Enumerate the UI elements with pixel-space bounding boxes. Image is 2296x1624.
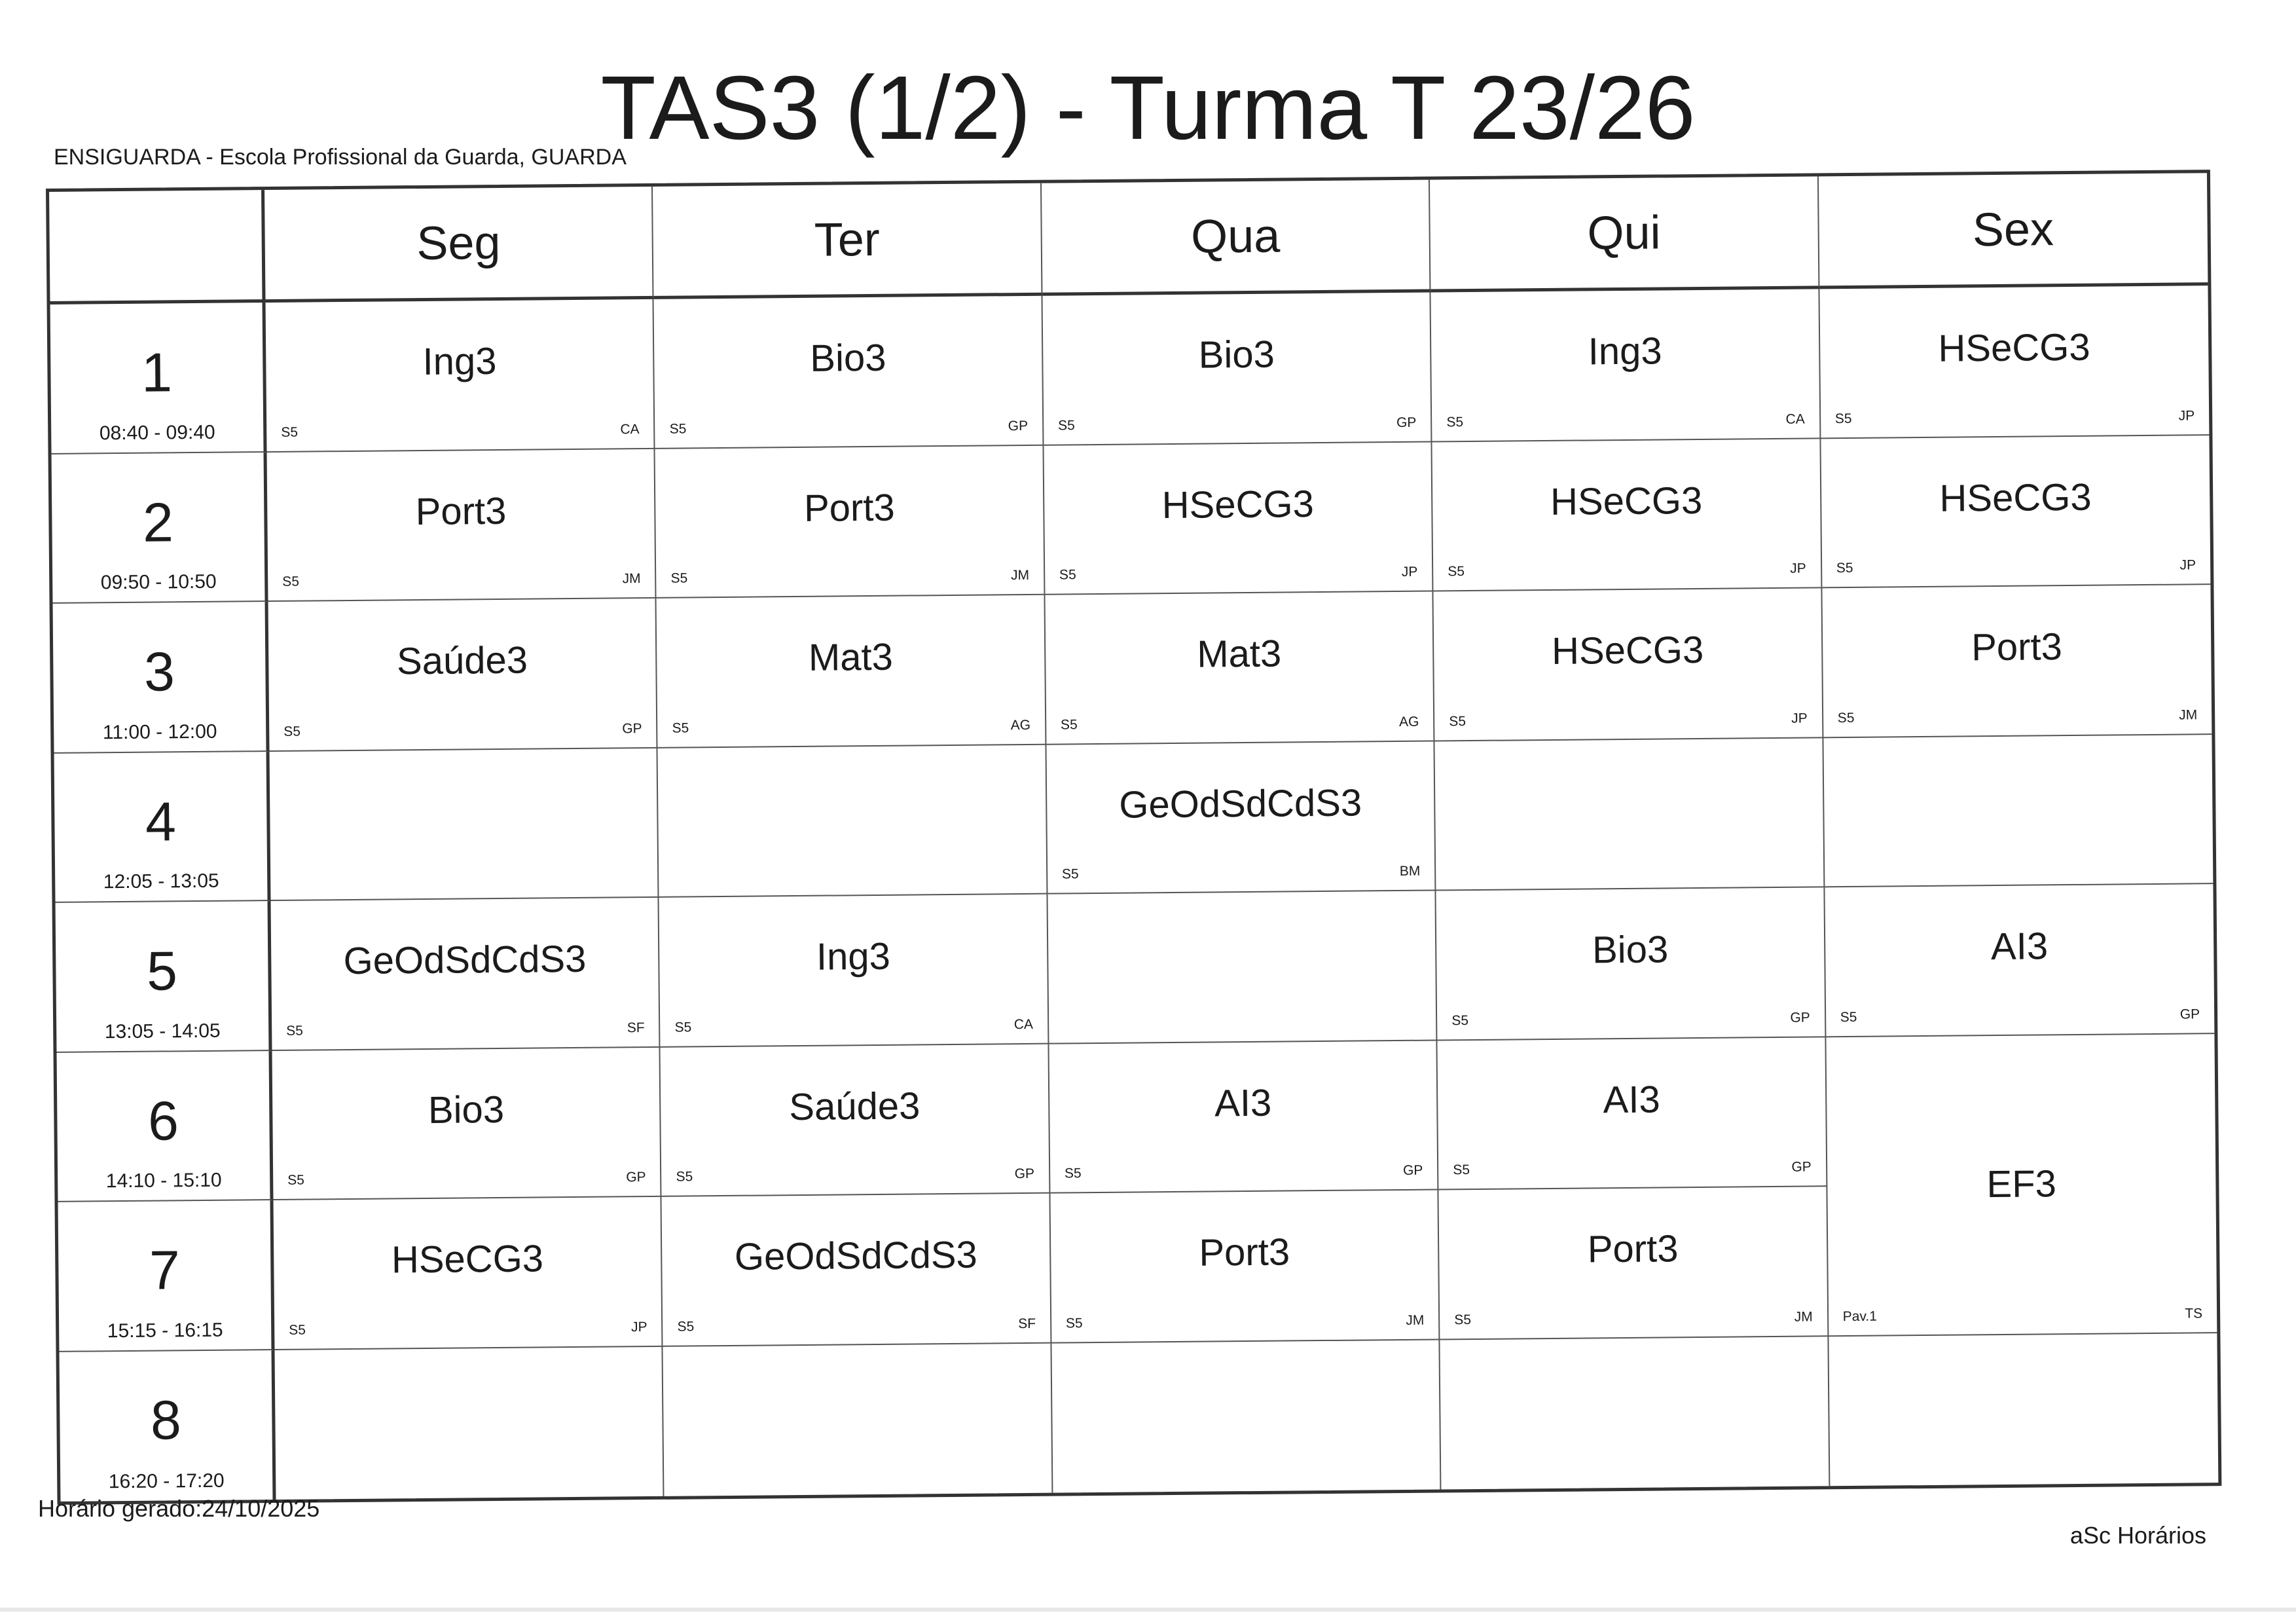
empty-cell bbox=[274, 1346, 664, 1500]
room-label: Pav.1 bbox=[1842, 1308, 1877, 1324]
lesson-cell bbox=[655, 445, 1045, 599]
room-label: S5 bbox=[1061, 866, 1079, 882]
room-label: S5 bbox=[677, 1318, 695, 1335]
period-number: 2 bbox=[142, 490, 174, 553]
teacher-label: JM bbox=[2179, 707, 2198, 723]
period-cell bbox=[53, 602, 270, 753]
school-name: ENSIGUARDA - Escola Profissional da Guarda, GUARDA bbox=[54, 145, 627, 170]
period-time: 13:05 - 14:05 bbox=[104, 1020, 221, 1043]
lesson-cell bbox=[1431, 289, 1821, 442]
period-time: 08:40 - 09:40 bbox=[99, 421, 215, 444]
period-time: 09:50 - 10:50 bbox=[100, 570, 217, 594]
period-time: 16:20 - 17:20 bbox=[108, 1469, 225, 1493]
lesson-cell bbox=[1825, 884, 2214, 1037]
teacher-label: CA bbox=[620, 421, 640, 437]
teacher-label: GP bbox=[1396, 415, 1417, 430]
teacher-label: GP bbox=[1791, 1159, 1812, 1175]
subject-label: Saúde3 bbox=[789, 1084, 920, 1128]
subject-label: Saúde3 bbox=[396, 638, 528, 683]
teacher-label: JP bbox=[1791, 710, 1808, 726]
period-time: 12:05 - 13:05 bbox=[103, 870, 219, 893]
day-header: Sex bbox=[1819, 173, 2208, 289]
room-label: S5 bbox=[1453, 1162, 1470, 1178]
period-number: 8 bbox=[150, 1388, 182, 1451]
teacher-label: GP bbox=[626, 1170, 646, 1185]
teacher-label: GP bbox=[2179, 1006, 2200, 1022]
teacher-label: TS bbox=[2185, 1305, 2203, 1321]
subject-label: Port3 bbox=[415, 489, 507, 533]
subject-label: Mat3 bbox=[1197, 632, 1282, 676]
teacher-label: GP bbox=[1014, 1166, 1035, 1182]
day-header: Seg bbox=[264, 187, 654, 303]
teacher-label: JP bbox=[1401, 564, 1418, 580]
corner-cell bbox=[49, 190, 265, 304]
subject-label: HSeCG3 bbox=[1939, 475, 2092, 520]
lesson-cell bbox=[272, 1047, 662, 1200]
lesson-cell bbox=[1046, 741, 1436, 895]
period-cell bbox=[58, 1200, 275, 1352]
period-cell bbox=[56, 901, 272, 1052]
teacher-label: CA bbox=[1785, 411, 1805, 427]
subject-label: AI3 bbox=[1603, 1078, 1660, 1121]
room-label: S5 bbox=[1454, 1312, 1472, 1327]
lesson-cell bbox=[1826, 1034, 2217, 1337]
teacher-label: JM bbox=[1010, 567, 1030, 583]
room-label: S5 bbox=[287, 1172, 305, 1188]
subject-label: Bio3 bbox=[810, 336, 886, 380]
teacher-label: GP bbox=[1402, 1162, 1423, 1178]
teacher-label: JM bbox=[622, 571, 641, 587]
teacher-label: JM bbox=[1794, 1309, 1813, 1325]
empty-cell bbox=[658, 745, 1048, 898]
generated-date: Horário gerado:24/10/2025 bbox=[38, 1495, 320, 1522]
scan-edge-line bbox=[0, 1608, 2296, 1612]
subject-label: Ing3 bbox=[816, 934, 891, 978]
lesson-cell bbox=[266, 299, 655, 452]
lesson-cell bbox=[1434, 588, 1823, 741]
period-cell bbox=[54, 752, 271, 903]
period-cell bbox=[50, 303, 267, 454]
lesson-cell bbox=[267, 449, 657, 602]
room-label: S5 bbox=[676, 1169, 693, 1185]
software-credit: aSc Horários bbox=[2069, 1522, 2206, 1549]
lesson-cell bbox=[1432, 439, 1822, 592]
room-label: S5 bbox=[1448, 564, 1465, 580]
room-label: S5 bbox=[1057, 417, 1075, 434]
room-label: S5 bbox=[1446, 414, 1464, 430]
period-cell bbox=[57, 1051, 274, 1202]
room-label: S5 bbox=[1060, 716, 1078, 733]
subject-label: HSeCG3 bbox=[391, 1237, 544, 1282]
period-cell bbox=[52, 452, 268, 604]
room-label: S5 bbox=[1065, 1315, 1083, 1331]
subject-label: Port3 bbox=[1587, 1227, 1679, 1271]
period-number: 3 bbox=[143, 640, 175, 703]
period-number: 6 bbox=[147, 1089, 179, 1152]
empty-cell bbox=[663, 1343, 1053, 1496]
period-cell bbox=[60, 1350, 276, 1502]
period-time: 11:00 - 12:00 bbox=[102, 720, 217, 743]
room-label: S5 bbox=[674, 1019, 692, 1035]
teacher-label: AG bbox=[1010, 717, 1031, 733]
period-number: 1 bbox=[141, 341, 173, 403]
subject-label: Bio3 bbox=[1592, 928, 1669, 972]
subject-label: Port3 bbox=[803, 486, 895, 530]
subject-label: HSeCG3 bbox=[1161, 482, 1315, 526]
teacher-label: JP bbox=[2178, 407, 2195, 424]
lesson-cell bbox=[659, 895, 1049, 1048]
empty-cell bbox=[1048, 891, 1437, 1044]
room-label: S5 bbox=[1451, 1012, 1469, 1028]
subject-label: GeOdSdCdS3 bbox=[1119, 781, 1362, 826]
subject-label: Bio3 bbox=[428, 1088, 505, 1132]
room-label: S5 bbox=[1059, 567, 1076, 583]
subject-label: Port3 bbox=[1199, 1230, 1290, 1274]
empty-cell bbox=[1435, 738, 1825, 891]
day-header: Ter bbox=[653, 183, 1042, 299]
room-label: S5 bbox=[670, 570, 688, 586]
subject-label: Bio3 bbox=[1198, 333, 1275, 377]
subject-label: AI3 bbox=[1214, 1081, 1272, 1124]
subject-label: HSeCG3 bbox=[1551, 628, 1704, 673]
teacher-label: GP bbox=[1008, 418, 1029, 434]
teacher-label: SF bbox=[1018, 1316, 1036, 1331]
teacher-label: JM bbox=[1406, 1312, 1425, 1328]
room-label: S5 bbox=[1834, 411, 1852, 426]
subject-label: GeOdSdCdS3 bbox=[343, 937, 587, 983]
lesson-cell bbox=[1822, 585, 2212, 738]
room-label: S5 bbox=[283, 724, 301, 739]
subject-label: AI3 bbox=[1990, 925, 2049, 969]
subject-label: Port3 bbox=[1971, 625, 2063, 669]
room-label: S5 bbox=[669, 420, 687, 437]
subject-label: GeOdSdCdS3 bbox=[734, 1233, 978, 1278]
lesson-cell bbox=[268, 599, 658, 752]
teacher-label: BM bbox=[1399, 863, 1421, 879]
lesson-cell bbox=[1042, 293, 1432, 446]
period-time: 14:10 - 15:10 bbox=[105, 1169, 222, 1192]
period-number: 5 bbox=[146, 940, 178, 1002]
day-header: Qui bbox=[1430, 176, 1819, 292]
teacher-label: GP bbox=[622, 720, 642, 736]
page-title: TAS3 (1/2) - Turma T 23/26 bbox=[600, 58, 1696, 158]
teacher-label: CA bbox=[1013, 1016, 1034, 1032]
teacher-label: AG bbox=[1398, 714, 1419, 729]
subject-label: Ing3 bbox=[1588, 329, 1662, 373]
lesson-cell bbox=[273, 1197, 663, 1350]
lesson-cell bbox=[1050, 1190, 1440, 1343]
lesson-cell bbox=[1438, 1037, 1827, 1190]
room-label: S5 bbox=[1449, 713, 1467, 729]
subject-label: Mat3 bbox=[808, 635, 894, 679]
empty-cell bbox=[1440, 1337, 1830, 1490]
lesson-cell bbox=[1044, 442, 1433, 595]
room-label: S5 bbox=[1840, 1009, 1857, 1025]
teacher-label: JP bbox=[2179, 557, 2196, 573]
room-label: S5 bbox=[1837, 710, 1855, 726]
empty-cell bbox=[270, 748, 659, 901]
period-number: 7 bbox=[149, 1239, 181, 1301]
lesson-cell bbox=[661, 1044, 1050, 1197]
room-label: S5 bbox=[289, 1322, 306, 1338]
subject-label: HSeCG3 bbox=[1550, 479, 1703, 523]
empty-cell bbox=[1823, 735, 2213, 888]
lesson-cell bbox=[1436, 887, 1826, 1041]
lesson-cell bbox=[1439, 1187, 1829, 1340]
lesson-cell bbox=[1049, 1041, 1438, 1194]
teacher-label: JP bbox=[630, 1319, 647, 1335]
room-label: S5 bbox=[672, 720, 689, 736]
subject-label: HSeCG3 bbox=[1938, 325, 2090, 370]
lesson-cell bbox=[654, 296, 1044, 449]
room-label: S5 bbox=[286, 1023, 304, 1039]
room-label: S5 bbox=[1064, 1166, 1082, 1181]
room-label: S5 bbox=[282, 574, 300, 589]
teacher-label: GP bbox=[1790, 1010, 1810, 1025]
lesson-cell bbox=[1819, 286, 2209, 439]
period-number: 4 bbox=[145, 790, 177, 853]
room-label: S5 bbox=[1836, 560, 1853, 576]
day-header: Qua bbox=[1042, 180, 1431, 296]
teacher-label: JP bbox=[1790, 561, 1806, 576]
subject-label: EF3 bbox=[1986, 1162, 2057, 1206]
lesson-cell bbox=[662, 1194, 1051, 1347]
timetable-grid bbox=[46, 170, 2221, 1505]
period-time: 15:15 - 16:15 bbox=[107, 1319, 223, 1342]
lesson-cell bbox=[1045, 592, 1434, 745]
empty-cell bbox=[1829, 1333, 2218, 1486]
teacher-label: SF bbox=[627, 1020, 645, 1035]
subject-label: Ing3 bbox=[422, 340, 497, 383]
lesson-cell bbox=[657, 595, 1046, 748]
lesson-cell bbox=[1821, 435, 2210, 589]
empty-cell bbox=[1051, 1340, 1441, 1493]
room-label: S5 bbox=[281, 424, 299, 440]
lesson-cell bbox=[271, 898, 661, 1051]
